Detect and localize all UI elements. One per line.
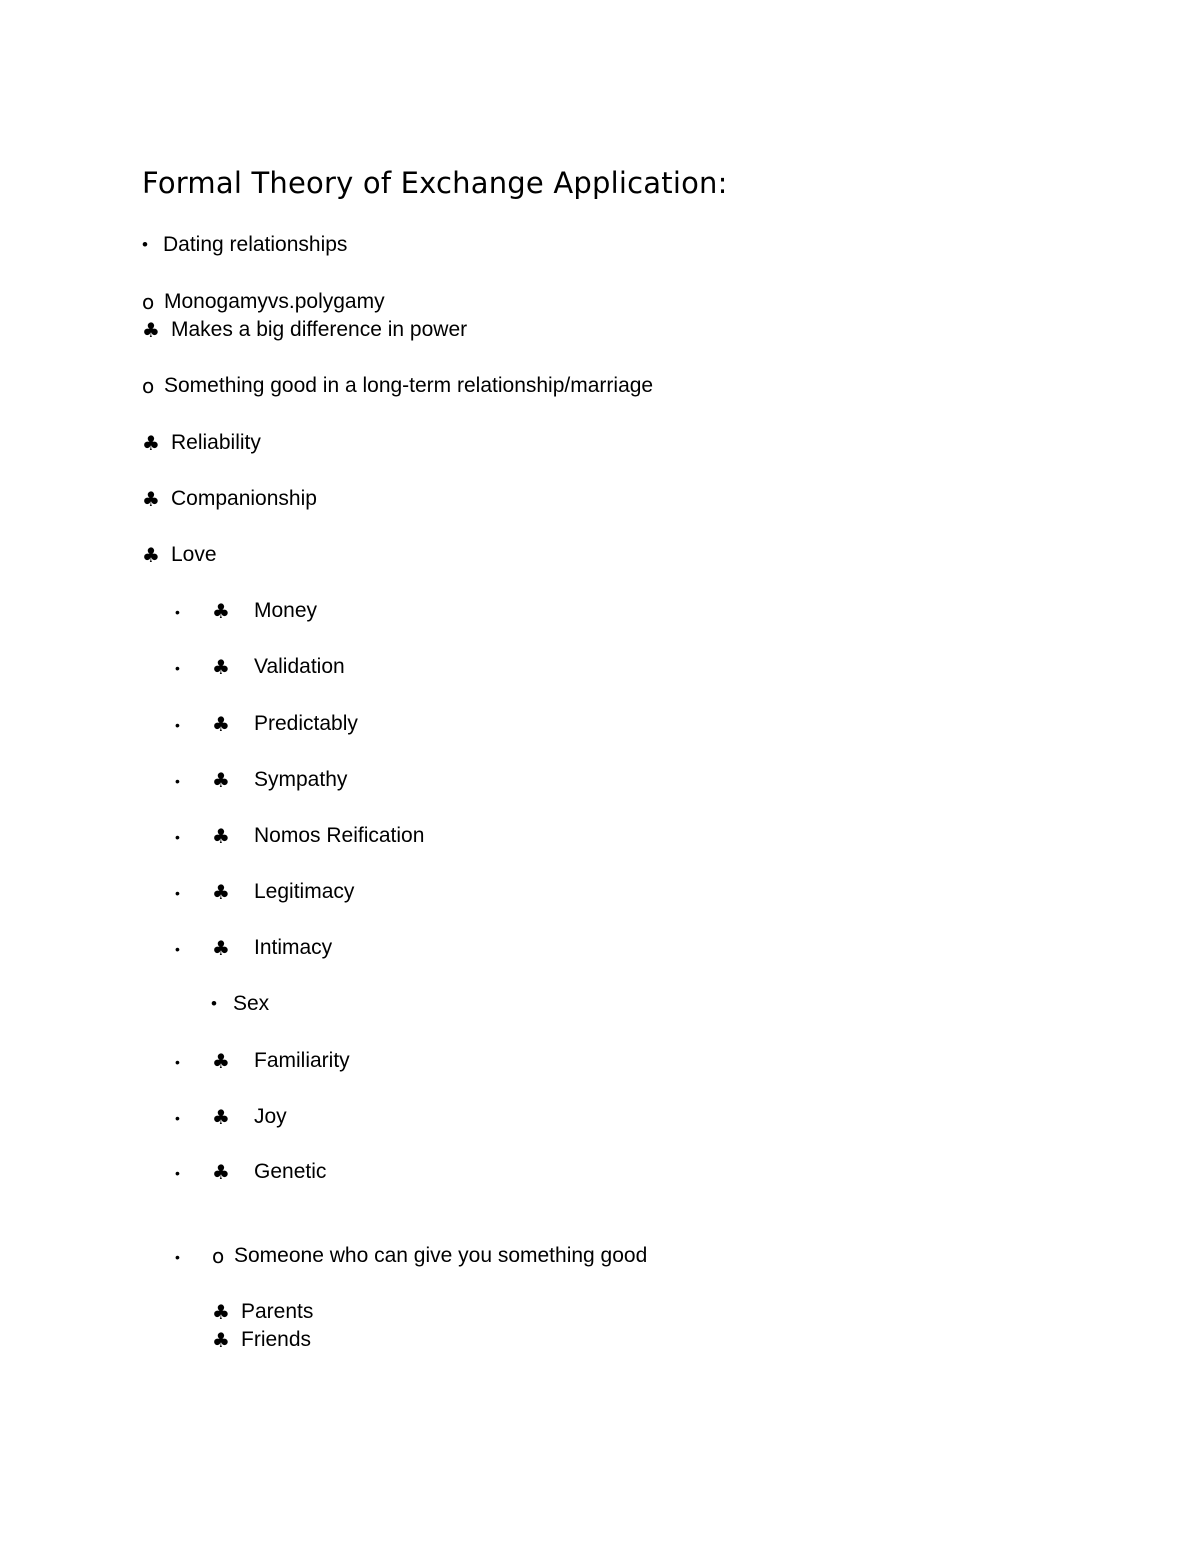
bullet-icon: • [175, 941, 180, 957]
list-item-text: Reliability [171, 431, 261, 454]
list-item-text: Genetic [254, 1160, 327, 1183]
bullet-icon: • [175, 1110, 180, 1126]
club-icon: ♣ [212, 1300, 230, 1324]
club-icon: ♣ [212, 936, 230, 960]
club-icon: ♣ [212, 712, 230, 736]
circle-bullet-icon: o [142, 290, 155, 314]
club-icon: ♣ [142, 431, 160, 455]
bullet-icon: • [175, 717, 180, 733]
club-icon: ♣ [212, 655, 230, 679]
list-item-text: Makes a big difference in power [171, 318, 468, 341]
list-item-text: Nomos Reification [254, 824, 425, 847]
list-item-text: Sympathy [254, 768, 348, 791]
list-item-text: Money [254, 599, 318, 622]
club-icon: ♣ [212, 880, 230, 904]
bullet-icon: • [175, 660, 180, 676]
list-item-text: Legitimacy [254, 880, 355, 903]
list-item-text: Intimacy [254, 936, 333, 959]
bullet-icon: • [175, 1249, 180, 1265]
bullet-icon: • [142, 235, 148, 254]
list-item-text: Someone who can give you something good [234, 1244, 648, 1267]
list-item-text: Love [171, 543, 217, 566]
bullet-icon: • [175, 1054, 180, 1070]
bullet-icon: • [175, 773, 180, 789]
bullet-icon: • [211, 994, 217, 1013]
club-icon: ♣ [212, 1049, 230, 1073]
club-icon: ♣ [212, 824, 230, 848]
list-item-text: Dating relationships [163, 233, 348, 256]
list-item-text: Validation [254, 655, 345, 678]
circle-bullet-icon: o [212, 1244, 225, 1268]
list-item-text: Familiarity [254, 1049, 350, 1072]
club-icon: ♣ [142, 487, 160, 511]
list-item-text: Predictably [254, 712, 358, 735]
club-icon: ♣ [212, 1328, 230, 1352]
club-icon: ♣ [212, 599, 230, 623]
list-item-text: Sex [233, 992, 270, 1015]
bullet-icon: • [175, 1165, 180, 1181]
circle-bullet-icon: o [142, 374, 155, 398]
list-item-text: Friends [241, 1328, 312, 1351]
list-item-text: Monogamyvs.polygamy [164, 290, 385, 313]
bullet-icon: • [175, 829, 180, 845]
list-item-text: Companionship [171, 487, 317, 510]
club-icon: ♣ [212, 1105, 230, 1129]
document-title: Formal Theory of Exchange Application: [142, 166, 728, 200]
club-icon: ♣ [212, 768, 230, 792]
club-icon: ♣ [142, 318, 160, 342]
club-icon: ♣ [212, 1160, 230, 1184]
list-item-text: Parents [241, 1300, 314, 1323]
list-item-text: Something good in a long-term relationship/marriage [164, 374, 654, 397]
club-icon: ♣ [142, 543, 160, 567]
list-item-text: Joy [254, 1105, 287, 1128]
bullet-icon: • [175, 885, 180, 901]
bullet-icon: • [175, 604, 180, 620]
